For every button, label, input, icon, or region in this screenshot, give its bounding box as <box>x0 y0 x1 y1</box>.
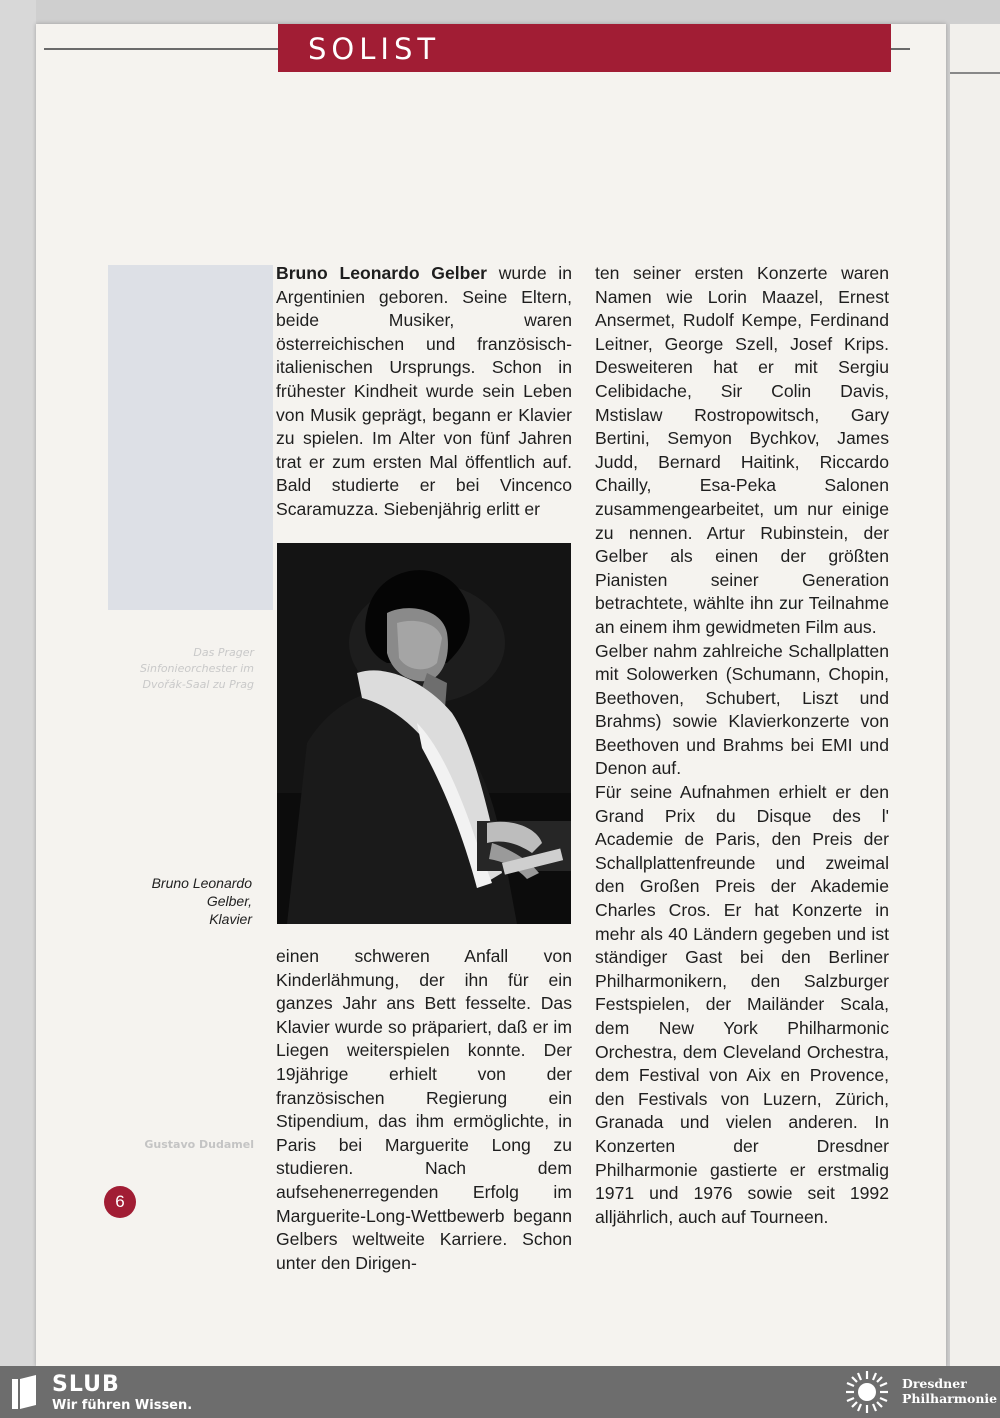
show-through-image <box>108 265 273 610</box>
slub-tagline: Wir führen Wissen. <box>52 1398 193 1413</box>
column1-part2-text: einen schweren Anfall von Kinderlähmung, der ihn für ein ganzes Jahr ans Bett fesselte. Das Klavier wurde so präpariert, daß er im Liegen weiterspielen konnte. Der 19jährige erhielt von der französischen Regierung ein Stipendium, das ihm ermöglichte, in Paris bei Marguerite Long zu studieren. Nach dem aufsehenerregenden Erfolg im Marguerite-Long-Wettbewerb begann Gelbers weltweite Karriere. Schon unter den Dirigen- <box>276 946 572 1273</box>
column1-part1-text: wurde in Argentinien geboren. Seine Eltern, beide Musiker, waren österreichischen und französisch-italienischen Ursprungs. Schon in frühester Kindheit wurde sein Leben von Musik geprägt, begann er Klavier zu spielen. Im Alter von fünf Jahren trat er zum ersten Mal öffentlich auf. Bald studierte er bei Vincenco Scaramuzza. Siebenjährig erlitt er <box>276 263 572 519</box>
column2-paragraph-3: Für seine Aufnahmen erhielt er den Grand Prix du Disque des l' Academie de Paris, den Preis der Schallplattenfreunde und zweimal den Großen Preis der Akademie Charles Cros. Er hat Konzerte in mehr als 40 Ländern gegeben und ist ständiger Gast bei den Berliner Philharmonikern, den Salzburger Festspielen, der Mailänder Scala, dem New York Philharmonic Orchestra, dem Cleveland Orchestra, dem Festival von Aix en Provence, den Festivals von Luzern, Zürich, Granada und vielen anderen. In Konzerten der Dresdner Philharmonie gastierte er erstmalig 1971 und 1976 sowie seit 1992 alljährlich, auch auf Tourneen. <box>595 782 889 1227</box>
caption-line-3: Klavier <box>209 911 252 927</box>
philharmonie-name-line-2: Philharmonie <box>902 1391 998 1406</box>
slub-logo-icon <box>12 1375 40 1409</box>
article-column-1-top <box>276 262 572 522</box>
caption-line-1: Bruno Leonardo <box>151 875 252 891</box>
philharmonie-name <box>902 1376 997 1406</box>
show-through-caption: Das Prager Sinfonieorchester im Dvořák-Saal zu Prag <box>139 646 254 691</box>
photo-caption <box>128 874 252 928</box>
philharmonie-name-line-1: Dresdner <box>902 1376 967 1391</box>
page-number: 6 <box>104 1186 136 1218</box>
scan-margin <box>0 0 36 1366</box>
lead-name: Bruno Leonardo Gelber <box>276 263 488 283</box>
caption-line-2: Gelber, <box>206 893 252 909</box>
article-column-1-bottom <box>276 945 572 1273</box>
slub-title: SLUB <box>52 1372 120 1397</box>
column2-paragraph-1: ten seiner ersten Konzerte waren Namen wie Lorin Maazel, Ernest Ansermet, Rudolf Kempe, Ferdinand Leitner, George Szell, Josef Krips. Desweiteren hat er mit Sergiu Celibidache, Sir Colin Davis, Mstislaw Rostropowitsch, Gary Bertini, Semyon Bychkov, James Judd, Bernard Haitink, Riccardo Chailly, Esa-Peka Salonen zusammengearbeitet, um nur einige zu nennen. Artur Rubinstein, der Gelber als einen der größten Pianisten seiner Generation betrachtete, wählte ihn zur Teilnahme an einem ihm gewidmeten Film aus. <box>595 263 889 637</box>
section-title: SOLIST <box>308 32 441 66</box>
column2-paragraph-2: Gelber nahm zahlreiche Schallplatten mit Solowerken (Schumann, Chopin, Beethoven, Schubert, Liszt und Brahms) sowie Klavierkonzerte von Beethoven und Brahms bei EMI und Denon auf. <box>595 640 889 779</box>
adjacent-page-edge <box>950 24 1000 1366</box>
section-header <box>278 24 891 72</box>
article-column-2 <box>595 262 889 1229</box>
show-through-name: Gustavo Dudamel <box>144 1138 254 1151</box>
pianist-photo <box>277 543 571 924</box>
footer-bar <box>0 1366 1000 1418</box>
philharmonie-logo-icon <box>843 1369 891 1415</box>
